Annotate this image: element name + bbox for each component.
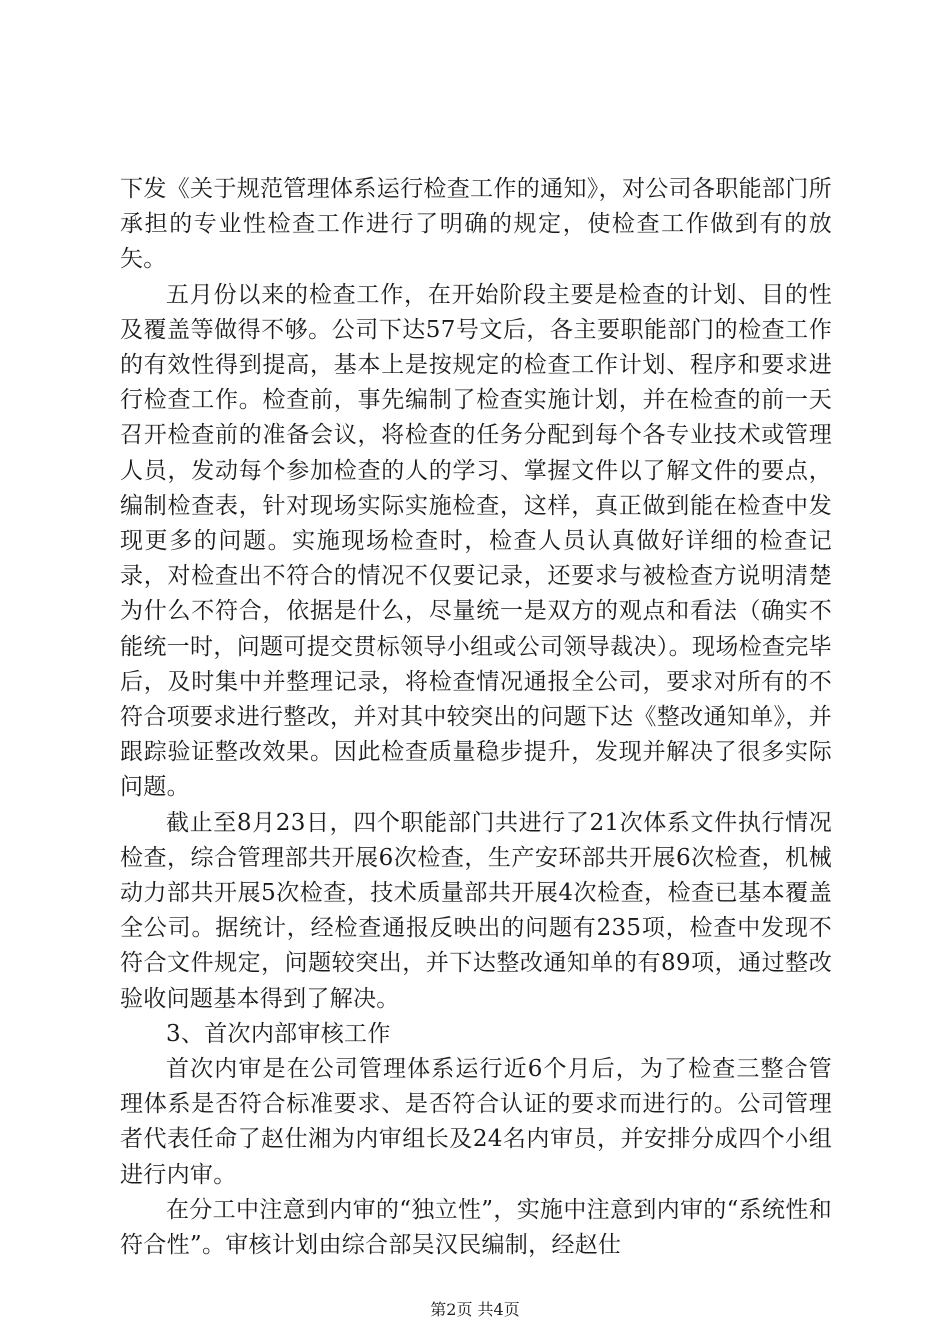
paragraph-internal-audit: 首次内审是在公司管理体系运行近6个月后，为了检查三整合管理体系是否符合标准要求、是否符合认证的要求而进行的。公司管理者代表任命了赵仕湘为内审组长及24名内审员，并安排分成四个小组进行内审。 [120,1056,832,1188]
paragraph-inspection-statistics: 截止至8月23日，四个职能部门共进行了21次体系文件执行情况检查，综合管理部共开展6次检查，生产安环部共开展6次检查，机械动力部共开展5次检查，技术质量部共开展4次检查，检查已基本覆盖全公司。据统计，经检查通报反映出的问题有235项，检查中发现不符合文件规定，问题较突出，并下达整改通知单的有89项，通过整改验收问题基本得到了解决。 [120,809,832,1012]
page-footer: 第2页 共4页 [430,1300,520,1319]
paragraph-audit-division: 在分工中注意到内审的“独立性”，实施中注意到内审的“系统性和符合性”。审核计划由综合部吴汉民编制，经赵仕 [120,1196,832,1259]
section-heading-internal-audit: 3、首次内部审核工作 [166,1020,391,1047]
paragraph-continuation: 下发《关于规范管理体系运行检查工作的通知》，对公司各职能部门所承担的专业性检查工作进行了明确的规定，使检查工作做到有的放矢。 [120,176,832,273]
paragraph-inspection-work: 五月份以来的检查工作，在开始阶段主要是检查的计划、目的性及覆盖等做得不够。公司下达57号文后，各主要职能部门的检查工作的有效性得到提高，基本上是按规定的检查工作计划、程序和要求进行检查工作。检查前，事先编制了检查实施计划，并在检查的前一天召开检查前的准备会议，将检查的任务分配到每个各专业技术或管理人员，发动每个参加检查的人的学习、掌握文件以了解文件的要点，编制检查表，针对现场实际实施检查，这样，真正做到能在检查中发现更多的问题。实施现场检查时，检查人员认真做好详细的检查记录，对检查出不符合的情况不仅要记录，还要求与被检查方说明清楚为什么不符合，依据是什么，尽量统一是双方的观点和看法（确实不能统一时，问题可提交贯标领导小组或公司领导裁决）。现场检查完毕后，及时集中并整理记录，将检查情况通报全公司，要求对所有的不符合项要求进行整改，并对其中较突出的问题下达《整改通知单》，并跟踪验证整改效果。因此检查质量稳步提升，发现并解决了很多实际问题。 [120,281,832,801]
document-body [120,172,832,1263]
